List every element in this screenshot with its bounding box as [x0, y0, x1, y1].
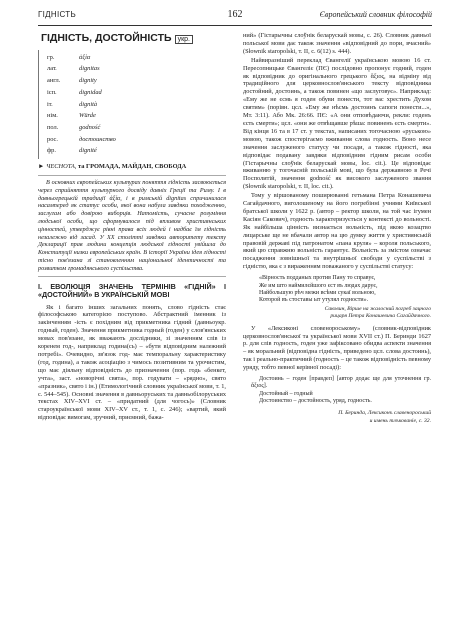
see-also-rest: та ГРОМАДА, МАЙДАН, СВОБОДА — [78, 163, 187, 171]
translation-language: рос. — [47, 135, 58, 143]
translation-language: англ. — [47, 77, 61, 85]
translation-row — [47, 145, 167, 157]
quote-source — [243, 410, 431, 426]
lexicon-quote — [251, 376, 431, 406]
translation-word: dignité — [79, 147, 97, 155]
translation-row — [47, 122, 167, 134]
see-also-arrow: ► — [38, 163, 45, 171]
running-head-left: ГІДНІСТЬ — [38, 10, 77, 19]
quote-source — [251, 306, 431, 321]
translation-word: dignity — [79, 77, 97, 85]
quote-line: Же им што наймилєйшого єст въ людах дарує, — [259, 282, 378, 289]
body-paragraph: Тому у віршованому поширюванні гетьмана Петра Конашевича Сагайдачного, виголошеному на його погребінні учнями Київської братської школи у 1622 р. (автор – ректор школи, на той час ігумен Касіян Сакович), годность характеризується у контексті до вольності. Як найбільша цінність визнається вольність, під якою козацтво лицарське ще не вбачали автор на цю думку життя у християнській правовій державі під патронатом «пана круля» – короля польського, який цю справжню вольність гарантує. Вольність за змістом означає посадження зовнішньої та внутрішньої свободи у суспільстві з гідністю, яка є з вираженням поважаного у суспільстві статусу: — [243, 192, 431, 271]
body-paragraph: Як і багато інших загальних понять, слово гідність стає філософською категорією поступово. Абстрактний іменник із закінченням -ість є похідним від прикметника гідний (давньоукр. годный, годен). Значення прикметника годный (годен) у слов'янських мовах пов'язане, як вважають дослідники, зі значенням слів із коренем год-, наприклад година(сь) – «бути відповідним належний потребі». Очевидно, зв'язок год- має темпоральну характеристику (год, година), а також асоціацію з чимось позитивним та урочистим, що має діяльну відповідність до призначення (пор. годь «бенкет, учта», заст. «новорічні свята», пор. годувати – «рядно», свято «празник», свято і ін.) (Етимологічний словник української мови, т. 1, с. 544–545). Основні значення в давньоруських та давньобілоруських текстах XIV–XVI ст. – «придатний (для чогось)» (Словник староукраїнської мови XIV–XV ст., т. 1, с. 246); «вартий, який відповідає вимогам, зручний, приємний, бажа- — [38, 303, 226, 422]
header-rule — [38, 25, 432, 26]
translation-word: Würde — [79, 112, 96, 120]
quote-line: Достоинство – достойность, уряд, годность. — [259, 398, 372, 405]
translation-language: нім. — [47, 112, 58, 120]
translation-row — [47, 75, 167, 87]
quote-line: Достойный – годный — [259, 390, 313, 397]
left-column — [38, 32, 226, 423]
translation-word: godność — [79, 123, 101, 131]
quote-line: «Вірность подданых против Пану то справує, — [259, 275, 376, 282]
translation-language: фр. — [47, 147, 56, 155]
entry-title-text: ГІДНІСТЬ, ДОСТОЙНІСТЬ — [41, 32, 172, 44]
see-also — [38, 163, 226, 171]
quote-source-line: и имень тлъкованіе, с. 32. — [369, 417, 431, 424]
translation-language: пол. — [47, 123, 59, 131]
translation-language: ісп. — [47, 88, 57, 96]
body-paragraph: Найвиразніший переклад Євангелії українською мовою 16 ст. Пересопницьке Євангеліє (ПЄ) послідовно пропонує годний, годен як відповідник до оригінального грецького ἄξιος, на відміну від традиційного для церковнослов'янського тексту відповідника достойний, достоинь, а також повинен «що заслуговує». Наприклад: «Ему же не єсмь я годен обуви понести, тот вас хрестить Духом святим» (порівн. цсл. «Ему же нѣсмь достоинъ сапоги понести...», Мт. 3:11). Або Мк. 26:66. ПЄ: «А они отповѣдаючи, рекли: годенъ єсть смерти»; цсл. «они же отвѣщавше рѣша: повиненъ єсть смерти». Від кінця 16 та в 17 ст. у текстах, написаних тогочасною «руською» мовою, також спостерігаємо вживання слова годность. Воно несе значення заслуженого статусу чи посади, а також гідності, яка відповідає подавану завдяки відповідним гідним рисам особи (Гістарычны слоўнік беларускай мовы, loc. cit.). Це відповідає вживанню у тогочасній польській мові, що була державною в Речі Посполитій, значення godność як високого заслуженого звання (Słownik staropolski, т. ІІ, loc. cit.). — [243, 56, 431, 191]
translation-row — [47, 64, 167, 76]
quote-line: Найбольшую рѣч межи всѣми сукаї вольною, — [259, 290, 376, 296]
language-tag: укр. — [175, 35, 193, 44]
quote-line: Достоинь – годен [правдеп] [автор додає ще для уточнення гр. ἄξιος]. — [251, 376, 431, 390]
quote-source-line: П. Беринда, Лексиконъ славенороський — [338, 409, 431, 416]
body-paragraph: У «Лексиконі словенороському» (словник-відповідник церковнослов'янської та української мови XVII ст.) П. Беринди 1627 р. для слів годность, годен уже зафіксовано обидва аспекти значення – як моральний (відповідна гідність, приведено цсл. слова достоинь), так і реально-практичний (годность – це також відповідність певному уряду, тобто певної керівної посаді): — [243, 324, 431, 372]
translation-word: ἀξία — [79, 53, 91, 61]
quote-source-line: Саковин, Вірше на жалосний погреб зацного — [324, 305, 431, 312]
translation-word: dignità — [79, 100, 98, 108]
abstract-text: В основних європейських культурах поняття гідність засвоюється через сприйняття культурного досвіду давніх Греції та Риму. І в давньогрецькій традиції ἀξία, і в римській dignitas спричинилася насамперед як статус особи, якої вона набула завдяки походженню, заслугам або довірою виборців. Натомість, сучасне розуміння людської особи, що сформувалося під впливом християнських цінностей, утверджує рівні права всіх людей і надбає їм гідність незалежно від засад. У ХХ столітті завдяки авторитету тексту Декларації прав людини концепція людської гідності увійшла до Конституції низки європейських країн. В історії України ідея гідності тісно пов'язана зі становленням національної ідентичності та розвитком громадянського суспільства. — [38, 179, 226, 272]
right-column — [243, 32, 431, 427]
translation-language: іт. — [47, 100, 53, 108]
entry-title — [41, 32, 226, 44]
translations-table — [38, 50, 167, 159]
translation-row — [47, 99, 167, 111]
see-also-italic: ЧЕСНОТА, — [45, 163, 77, 171]
quote-source-line: рицаря Петра Конашевича Сагайдачного. — [330, 313, 431, 320]
translation-row — [47, 87, 167, 99]
page-header — [38, 8, 432, 24]
page-number: 162 — [227, 9, 243, 20]
running-head-right: Європейський словник філософій — [319, 10, 432, 19]
translation-row — [47, 134, 167, 146]
translation-row — [47, 110, 167, 122]
quote-line: Которой въ стоставы ыт утулял годности». — [259, 297, 369, 304]
verse-quote — [251, 275, 431, 320]
translation-language: лат. — [47, 65, 57, 73]
body-paragraph: ний» (Гістарычны слоўнік беларускай мовы, с. 26). Словник давньої польської мови дає також значення «відповідний до пори, вчасний» (Słownik staropolski, т. ІІ, с. 6(12) s. 444). — [243, 32, 431, 55]
translation-word: dignitas — [79, 65, 100, 73]
translation-word: dignidad — [79, 88, 102, 96]
translation-language: гр. — [47, 53, 55, 61]
translation-word: достоинство — [79, 135, 116, 143]
translation-row — [47, 52, 167, 64]
section-heading: І. ЕВОЛЮЦІЯ ЗНАЧЕНЬ ТЕРМІНІВ «ГІДНІЙ» І «ДОСТОЙНИЙ» В УКРАЇНСЬКІЙ МОВІ — [38, 281, 226, 300]
abstract — [38, 175, 226, 277]
